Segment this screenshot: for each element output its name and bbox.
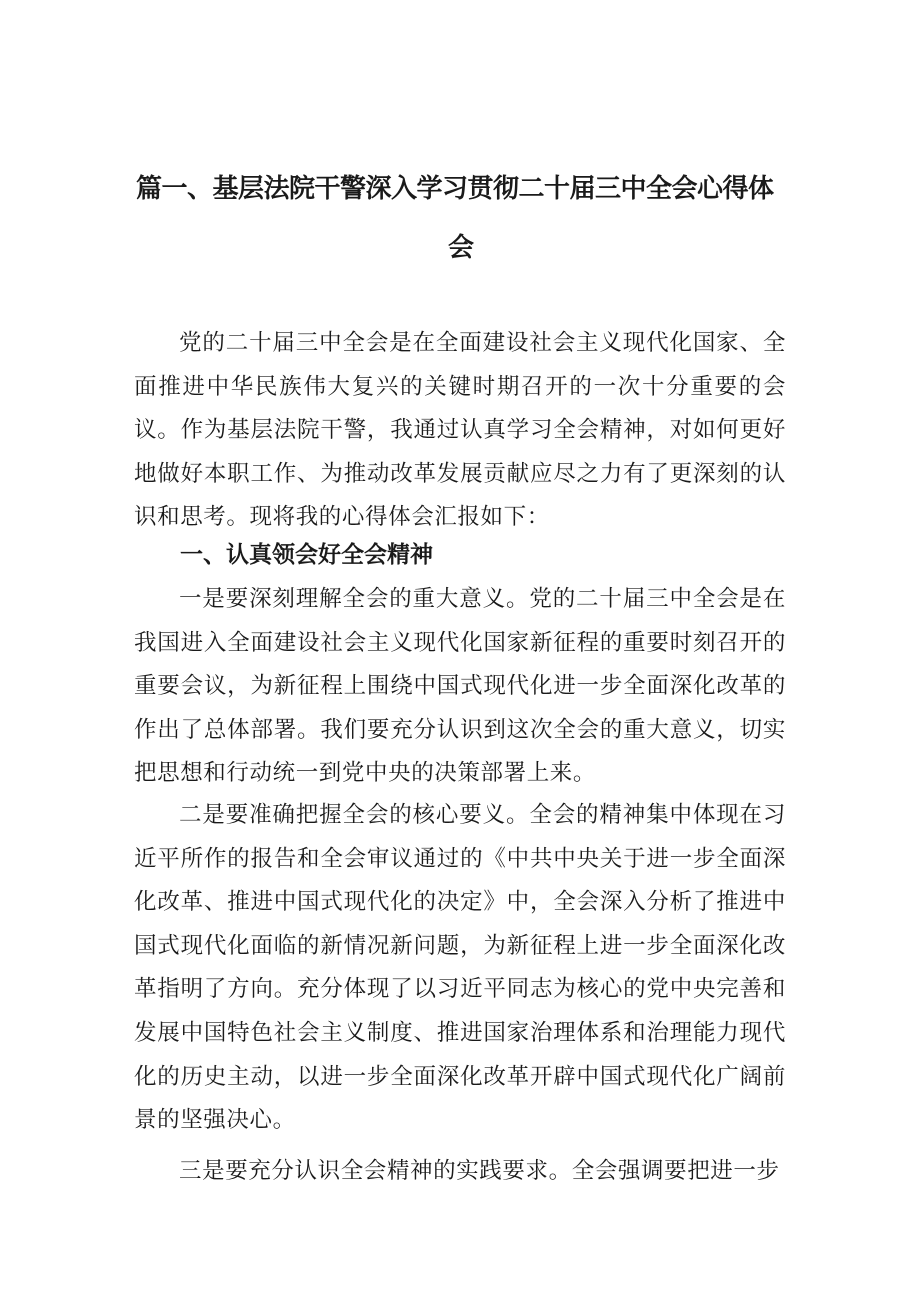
document-title-continued: 会 (448, 233, 474, 263)
document-title: 篇一、基层法院干警深入学习贯彻二十届三中全会心得体 (136, 174, 774, 204)
intro-paragraph: 党的二十届三中全会是在全面建设社会主义现代化国家、全面推进中华民族伟大复兴的关键时期召开的一次十分重要的会议。作为基层法院干警，我通过认真学习全会精神，对如何更好地做好本职工作、为推动改革发展贡献应尽之力有了更深刻的认识和思考。现将我的心得体会汇报如下： (134, 330, 786, 531)
body-paragraph: 一是要深刻理解全会的重大意义。党的二十届三中全会是在我国进入全面建设社会主义现代化国家新征程的重要时刻召开的重要会议，为新征程上围绕中国式现代化进一步全面深化改革的作出了总体部署。我们要充分认识到这次全会的重大意义，切实把思想和行动统一到党中央的决策部署上来。 (134, 586, 786, 787)
section-heading: 一、认真领会好全会精神 (180, 542, 433, 568)
body-paragraph: 二是要准确把握全会的核心要义。全会的精神集中体现在习近平所作的报告和全会审议通过的《中共中央关于进一步全面深化改革、推进中国式现代化的决定》中，全会深入分析了推进中国式现代化面临的新情况新问题，为新征程上进一步全面深化改革指明了方向。充分体现了以习近平同志为核心的党中央完善和发展中国特色社会主义制度、推进国家治理体系和治理能力现代化的历史主动，以进一步全面深化改革开辟中国式现代化广阔前景的坚强决心。 (134, 802, 786, 1134)
body-paragraph: 三是要充分认识全会精神的实践要求。全会强调要把进一步 (179, 1158, 780, 1184)
